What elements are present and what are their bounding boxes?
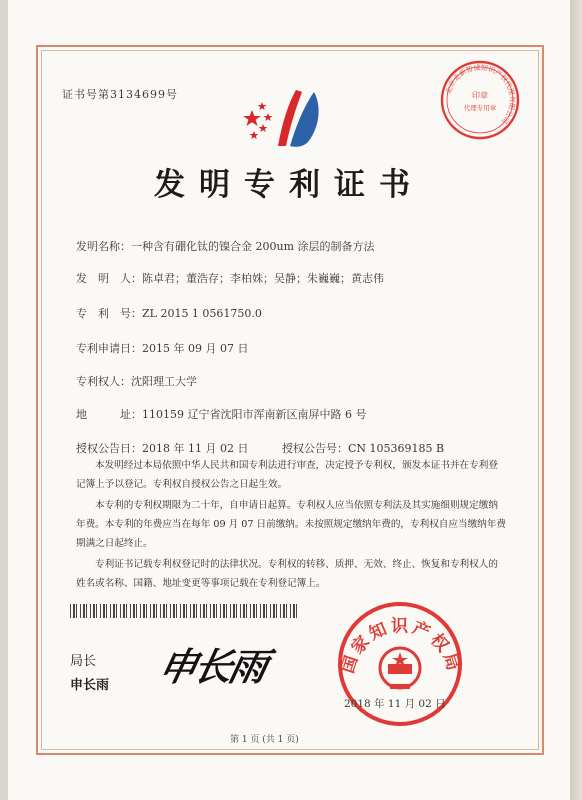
inventors-value: 陈卓君；董浩存；李柏姝；吴静；朱巍巍；黄志伟 bbox=[142, 272, 384, 285]
address-label: 地 址： bbox=[76, 408, 142, 421]
grant-date-value: 2018 年 11 月 02 日 bbox=[142, 442, 249, 455]
paragraph-grant-notice: 本发明经过本局依照中华人民共和国专利法进行审查，决定授予专利权，颁发本证书并在专利登记簿上予以登记。专利权自授权公告之日起生效。 bbox=[76, 460, 498, 490]
address-value: 110159 辽宁省沈阳市浑南新区南屏中路 6 号 bbox=[142, 408, 367, 421]
page-footer: 第 1 页 (共 1 页) bbox=[230, 735, 299, 745]
patentee-row bbox=[76, 373, 197, 389]
certificate-number: 证书号第3134699号 bbox=[62, 88, 178, 101]
national-emblem-icon bbox=[380, 648, 420, 689]
grant-number-label: 授权公告号： bbox=[282, 442, 348, 455]
grant-number-row bbox=[282, 440, 444, 456]
inventors-label: 发 明 人： bbox=[76, 272, 142, 285]
invention-name-value: 一种含有硼化钛的镍合金 200um 涂层的制备方法 bbox=[131, 240, 375, 253]
inventors-row bbox=[76, 270, 384, 286]
invention-name-label: 发明名称： bbox=[76, 240, 131, 253]
patent-number-label: 专 利 号： bbox=[76, 307, 142, 320]
handwritten-signature: 申长雨 bbox=[154, 644, 270, 689]
filing-date-label: 专利申请日： bbox=[76, 342, 142, 355]
logo-star-small-2 bbox=[264, 113, 273, 121]
paragraph-legal-status: 专利证书记载专利权登记时的法律状况。专利权的转移、质押、无效、终止、恢复和专利权人的姓名或名称、国籍、地址变更等事项记载在专利登记簿上。 bbox=[76, 559, 498, 589]
official-seal-ring-text: 国家知识产权局 bbox=[338, 616, 464, 676]
page-edge-shadow bbox=[570, 0, 582, 800]
logo-star-small-4 bbox=[250, 131, 259, 139]
signatory-role: 局长 bbox=[70, 654, 97, 669]
patent-number-value: ZL 2015 1 0561750.0 bbox=[142, 307, 262, 320]
barcode bbox=[70, 604, 298, 618]
grant-number-value: CN 105369185 B bbox=[348, 442, 445, 455]
signatory-name: 申长雨 bbox=[70, 678, 110, 693]
filing-date-row bbox=[76, 340, 248, 356]
grant-date-label: 授权公告日： bbox=[76, 442, 142, 455]
patentee-value: 沈阳理工大学 bbox=[131, 375, 197, 388]
agency-stamp-caption: 代理专用章 bbox=[463, 104, 497, 112]
invention-name-row bbox=[76, 238, 375, 254]
agency-stamp-icon bbox=[438, 58, 522, 142]
paragraph-term-fees: 本专利的专利权期限为二十年，自申请日起算。专利权人应当依照专利法及其实施细则规定缴纳年费。本专利的年费应当在每年 09 月 07 日前缴纳。未按照规定缴纳年费的，专利权自应当缴纳年费期满之日起终止。 bbox=[76, 500, 506, 549]
agency-stamp-inner-text: 印章 bbox=[472, 91, 488, 100]
grant-date-row bbox=[76, 440, 248, 456]
patent-number-row bbox=[76, 305, 262, 321]
logo-star-small-1 bbox=[258, 102, 267, 110]
seal-date: 2018 年 11 月 02 日 bbox=[344, 698, 446, 710]
address-row bbox=[76, 406, 366, 422]
filing-date-value: 2015 年 09 月 07 日 bbox=[142, 342, 249, 355]
logo-star-small-3 bbox=[259, 124, 268, 132]
certificate-title: 发明专利证书 bbox=[154, 167, 424, 203]
patentee-label: 专利权人： bbox=[76, 375, 131, 388]
agency-stamp-ring-text: 北京北新智诚知识产权代理有限公司 bbox=[444, 63, 517, 126]
patent-office-logo-icon bbox=[238, 84, 330, 154]
logo-star-large bbox=[243, 110, 261, 126]
